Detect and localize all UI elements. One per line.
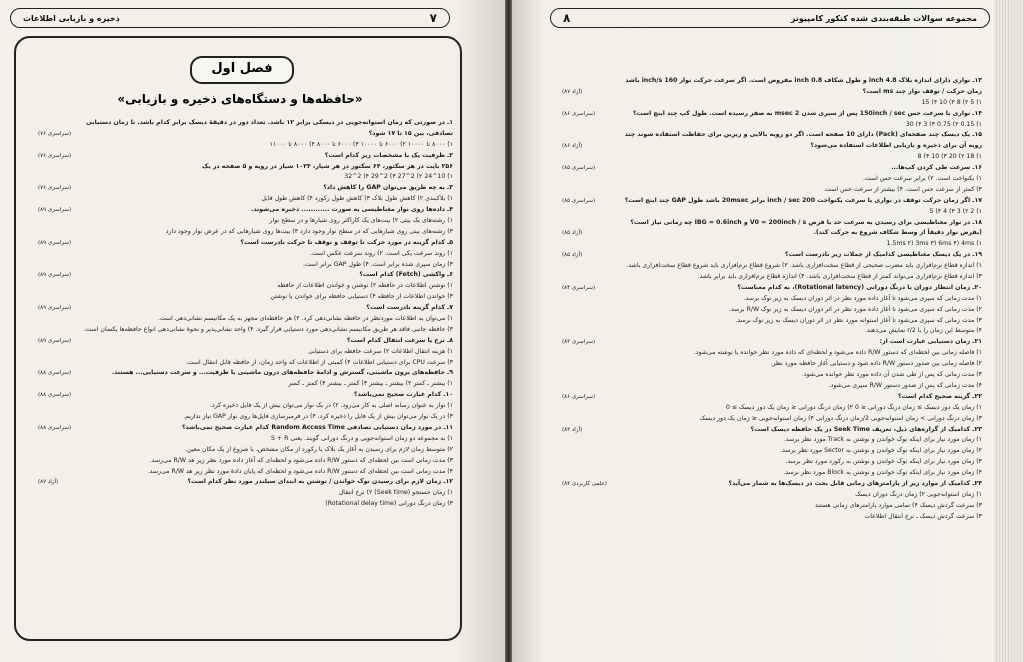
line-text: ۲) مدت زمانی که سپری می‌شود تا آغاز داده مورد نظر در اثر دوران دیسک به زیر نوک R/W برسد. (729, 305, 982, 313)
exam-source-tag: (سراسری ۷۶) (38, 130, 72, 137)
line-text: ۳) زمان سپری شده برابر است. ۴) طول GAP برابر است. (302, 260, 453, 268)
line-text: ۳) مدت زمانی که پس از طی شدن آن داده مورد نظر خوانده می‌شود. (801, 371, 982, 379)
line-text: ۱) 2 ۲) 3 ۳) 4 ۴) 5 (929, 207, 982, 215)
question-line (562, 87, 982, 98)
question-line (38, 238, 453, 249)
right-page-number: ۸ (563, 11, 571, 25)
exam-source-tag: (سراسری ۸۹) (38, 239, 72, 246)
option-line (562, 239, 982, 250)
line-text: ۱) به مجموعه دو زمان استوانه‌جویی و درنگ دورانی گویند. یعنی S + R (271, 434, 453, 442)
line-text: ۱) نوشتن اطلاعات در حافظه ۲) نوشتن و خواندن اطلاعات از حافظه (277, 282, 453, 290)
option-line (38, 216, 453, 227)
option-line (38, 445, 453, 456)
option-line (562, 414, 982, 425)
left-page-header (10, 8, 450, 28)
option-line (562, 98, 982, 109)
option-line (562, 261, 982, 272)
line-text: ۴) مدت زمانی است بین لحظه‌ای که دستور R/W داده می‌شود و لحظه‌ای که پایان دادهٔ مورد نظر زیر هد R/W می‌رسد. (147, 467, 453, 475)
line-text: ۱) 0.15 ۲) 0.75 ۳) 3 ۴) 30 (905, 120, 982, 128)
option-line (38, 434, 453, 445)
question-line (562, 130, 982, 141)
line-text: ۱) رشته‌های یک بیتی ۲) بیت‌های یک کاراکتر روی شیارها و در سطح نوار (269, 217, 453, 225)
line-text: ۲۴ـ کدامیک از موارد زیر از پارامترهای زمانی قابل بحث در دیسک‌ها به شمار می‌آید؟ (728, 479, 982, 487)
line-text: ۷ـ کدام گزینه نادرست است؟ (366, 304, 453, 312)
option-line (562, 501, 982, 512)
line-text: ۳) سرعت گردش دیسک ۴) تمامی موارد پارامترهای زمانی هستند (814, 501, 982, 509)
chapter-title: فصل اول (190, 56, 294, 84)
line-text: تصادفی، بین ۱۵ تا ۱۷ شود؟ (368, 129, 453, 137)
line-text: ۱۱ـ در مورد زمان دستیابی تصادفی Random Access Time کدام عبارت صحیح نمی‌باشد؟ (181, 423, 453, 431)
option-line (38, 140, 453, 151)
line-text: ۸ـ نرخ یا سرعت انتقال کدام است؟ (346, 336, 453, 344)
question-line (38, 151, 453, 162)
line-text: ۱) یکنواخت است. ۲) برابر سرعت حس است. (862, 175, 982, 183)
exam-source-tag: (سراسری ۸۴) (562, 339, 596, 346)
line-text: ۱۸ـ در نوار مغناطیسی برای رسیدن به سرعت حد با فرض V0 = 200inch / s و IBG = 0.6inch چه زمانی نیاز است؟ (630, 218, 982, 226)
line-text: ۱۰ـ کدام عبارت صحیح نمی‌باشد؟ (353, 391, 453, 399)
line-text: ۱) زمان استوانه‌جویی ۲) زمان درنگ دوران دیسک (855, 490, 982, 498)
exam-source-tag: (آزاد ۸۶) (562, 143, 583, 150)
line-text: ۳) زمان درنگ دورانی > زمان استوانه‌جویی 2/زمان درنگ دورانی ۴) زمان استوانه‌جویی ≤ زمان یک دور دیسک (699, 414, 982, 422)
question-line (38, 162, 453, 173)
question-line (562, 141, 982, 152)
right-page-questions (562, 76, 982, 523)
question-line (38, 183, 453, 194)
option-line (562, 185, 982, 196)
exam-source-tag: (سراسری ۸۸) (38, 370, 72, 377)
option-line (38, 325, 453, 336)
option-line (38, 172, 453, 183)
option-line (38, 412, 453, 423)
option-line (38, 347, 453, 358)
question-line (38, 303, 453, 314)
line-text: ۶ـ واکشی (Fetch) کدام است؟ (359, 271, 453, 279)
line-text: ۲۰ـ زمان انتظار دوران یا درنگ دورانی (Rotational latency)، به کدام معناست؟ (737, 283, 982, 291)
chapter-subtitle: «حافظه‌ها و دستگاه‌های ذخیره و بازیابی» (117, 92, 363, 106)
question-line (38, 390, 453, 401)
exam-source-tag: (سراسری ۸۹) (38, 305, 72, 312)
line-text: ۱۵ـ یک دیسک چند صفحه‌ای (Pack) دارای 10 صفحه است. اگر دو رویه بالایی و زیرین برای حفاظت استفاده شوند چند (624, 131, 982, 139)
option-line (38, 456, 453, 467)
line-text: ۳) مدت زمانی است بین لحظه‌ای که دستور R/W داده می‌شود و لحظه‌ای که آغاز داده مورد نظر زیر هد R/W می‌رسد. (149, 456, 453, 464)
option-line (562, 403, 982, 414)
question-line (562, 196, 982, 207)
option-line (38, 358, 453, 369)
left-page-questions (38, 118, 453, 510)
option-line (562, 381, 982, 392)
option-line (562, 435, 982, 446)
line-text: ۴) مدت زمانی که پس از صدور دستور R/W سپری می‌شود. (828, 381, 982, 389)
line-text: ۱) اندازه قطاع نرم‌افزاری باید مضرب صحیحی از قطاع سخت‌افزاری باشد. ۲) شروع قطاع نرم‌افزاری باید شروع قطاع سخت‌افزاری باشد. (626, 262, 982, 270)
left-page (0, 0, 505, 662)
line-text: ۱) 5 ۲) 8 ۳) 10 ۴) 15 (921, 98, 982, 106)
line-text: ۳) اندازه قطاع نرم‌افزاری می‌تواند کمتر از قطاع سخت‌افزاری باشد. ۴) اندازه قطاع نرم‌افزاری باید برابر باشد. (697, 273, 982, 281)
line-text: ۱) زمان مورد نیاز برای اینکه نوک خواندن و نوشتن به Track مورد نظر برسد. (783, 436, 982, 444)
left-page-number: ۷ (429, 11, 437, 25)
line-text: ۲۵۶ بایت در هر سکتور، ۶۴ سکتور در هر شیار، ۱۰۲۴ شیار در رویه و ۵ صفحه در یک (202, 162, 453, 170)
right-page-header (550, 8, 990, 28)
line-text: رویه آن برای ذخیره و بازیابی اطلاعات استفاده می‌شود؟ (810, 142, 982, 150)
exam-source-tag: (آزاد ۸۷) (562, 88, 583, 95)
line-text: ۱) نوار به عنوان رسانه اصلی به کار می‌رود. ۲) در یک نوار می‌توان بیش از یک فایل ذخیره کرد. (209, 402, 453, 410)
option-line (562, 272, 982, 283)
exam-source-tag: (سراسری ۸۹) (38, 207, 72, 214)
question-line (562, 479, 982, 490)
option-line (38, 281, 453, 292)
option-line (38, 292, 453, 303)
line-text: ۲۳ـ کدامیک از گزاره‌های ذیل، تعریف Seek Time در یک حافظه دیسک است؟ (750, 425, 982, 433)
option-line (38, 227, 453, 238)
line-text: ۱) بیشتر ـ کمتر ۲) بیشتر ـ بیشتر ۳) کمتر ـ بیشتر ۴) کمتر ـ کمتر (288, 380, 453, 388)
line-text: ۳) زمان مورد نیاز برای اینکه نوک خواندن و نوشتن به رکورد مورد نظر برسد. (785, 458, 982, 466)
line-text: ۱) بلاکبندی ۲) کاهش طول بلاک ۳) کاهش طول رکورد ۴) کاهش طول فایل (261, 195, 453, 203)
page-edges (994, 0, 1024, 662)
option-line (38, 260, 453, 271)
option-line (562, 490, 982, 501)
line-text: ۱۶ـ سرعت طی کردن کپ‌ها... (891, 164, 982, 172)
question-line (562, 109, 982, 120)
line-text: ۱) فاصله زمانی بین لحظه‌ای که دستور R/W داده می‌شود و لحظه‌ای که داده مورد نظر خوانده یا نوشته می‌شود. (693, 349, 982, 357)
line-text: ۳) سرعت گردش دیسک ـ نرخ انتقال اطلاعات (864, 512, 982, 520)
line-text: ۱) 1.5ms ۲) 3ms ۳) 6ms ۴) 4ms (886, 240, 982, 248)
line-text: ۳) کمتر از سرعت حس است. ۴) بیشتر از سرعت حس است. (823, 185, 982, 193)
option-line (562, 359, 982, 370)
question-line (38, 205, 453, 216)
option-line (562, 316, 982, 327)
question-line (562, 163, 982, 174)
option-line (562, 370, 982, 381)
option-line (562, 294, 982, 305)
line-text: ۱۹ـ در یک دیسک مغناطیسی کدامیک از جملات زیر نادرست است؟ (784, 251, 982, 259)
line-text: ۱) 10^24 ۲) 2^27 ۳) 2^29 ۴) 2^32 (344, 173, 453, 181)
option-line (562, 348, 982, 359)
left-page-header-title: ذخیره و بازیابی اطلاعات (23, 13, 120, 23)
option-line (38, 499, 453, 510)
question-line (38, 423, 453, 434)
option-line (562, 457, 982, 468)
question-line (38, 270, 453, 281)
line-text: ۳) در یک نوار می‌توان بیش از یک فایل را ذخیره کرد. ۴) در فرمیرسازی فایل‌ها روی نوار GAP نیاز نداریم. (183, 413, 453, 421)
option-line (38, 379, 453, 390)
question-line (562, 228, 982, 239)
line-text: ۱۴ـ نواری با سرعت حس 150inch / sec پس از سپری شدن 2 msec به صفر رسیده است. طول کپ چند اینچ است؟ (632, 109, 982, 117)
line-text: ۴) زمان مورد نیاز برای اینکه نوک خواندن و نوشتن به Block مورد نظر برسد. (783, 469, 982, 477)
right-page-header-title: مجموعه سوالات طبقه‌بندی شده کنکور کامپیوتر (790, 13, 977, 23)
option-line (562, 326, 982, 337)
line-text: ۳ـ به چه طریق می‌توان GAP را کاهش داد؟ (323, 184, 453, 192)
question-line (38, 118, 453, 129)
option-line (38, 401, 453, 412)
option-line (38, 249, 453, 260)
option-line (562, 468, 982, 479)
question-line (562, 392, 982, 403)
exam-source-tag: (سراسری ۷۶) (38, 185, 72, 192)
question-line (562, 218, 982, 229)
question-line (562, 250, 982, 261)
option-line (38, 194, 453, 205)
exam-source-tag: (سراسری ۸۸) (38, 424, 72, 431)
line-text: ۳) مدت زمانی که سپری می‌شود تا آغاز استوانه مورد نظر در اثر دوران دیسک به زیر نوک برسد. (735, 316, 982, 324)
exam-source-tag: (سراسری ۸۴) (562, 284, 596, 291)
question-line (38, 368, 453, 379)
question-line (562, 425, 982, 436)
line-text: ۱) زمان یک دور دیسک ≥ زمان درنگ دورانی ≤ 0 ۲) زمان درنگ دورانی ≤ زمان یک دور دیسک ≥ 0 (725, 403, 982, 411)
line-text: ۳) زمان درنگ دورانی (Rotational delay time) (325, 500, 453, 508)
option-line (38, 488, 453, 499)
line-text: ۲ـ ظرفیت یک با مشخصات زیر کدام است؟ (324, 151, 453, 159)
line-text: ۱) هزینه انتقال اطلاعات ۲) سرعت حافظه برای دستیابی (308, 347, 453, 355)
line-text: ۲۲ـ گزینه صحیح کدام است؟ (898, 392, 982, 400)
line-text: ۱) مدت زمانی که سپری می‌شود تا آغاز داده مورد نظر در اثر دوران دیسک به زیر نوک برسد. (743, 294, 982, 302)
option-line (562, 305, 982, 316)
exam-source-tag: (سراسری ۸۵) (562, 197, 596, 204)
option-line (562, 174, 982, 185)
right-page (512, 0, 1024, 662)
line-text: ۲) فاصله زمانی بین صدور دستور R/W داده شود و دستیابی آغاز حافظه مورد نظر. (770, 360, 982, 368)
line-text: ۳) سرعت CPU برای دستیابی اطلاعات ۴) کمیتی از اطلاعات که واحد زمان، از حافظه قابل انتقال است. (185, 358, 453, 366)
option-line (562, 446, 982, 457)
exam-source-tag: (سراسری ۸۶) (562, 393, 596, 400)
option-line (562, 152, 982, 163)
line-text: ۱) ۸۰۰۰ تا ۱۰۰۰۰ ۲) ۶۰۰۰ تا ۱۰۰۰۰ ۳) ۶۰۰۰ تا ۸۰۰۰ ۴) ۸۰۰۰ تا ۱۱۰۰۰ (269, 140, 453, 148)
line-text: ۹ـ حافظه‌های برون ماشینی، گسترش و ادامهٔ حافظه‌های درون ماشینی با ظرفیت... و سرعت دستیابی... هستند. (111, 369, 453, 377)
option-line (38, 467, 453, 478)
line-text: ۵ـ کدام گزینه در مورد حرکت تا توقف و توقف تا حرکت نادرست است؟ (240, 238, 453, 246)
exam-source-tag: (آزاد ۸۷) (38, 479, 59, 486)
exam-source-tag: (سراسری ۸۵) (562, 165, 596, 172)
option-line (562, 120, 982, 131)
line-text: ۱ـ در صورتی که زمان استوانه‌جویی در دیسکی برابر ۱۲ باشد. تعداد دور در دقیقهٔ دیسک برابر کدام باشد. تا زمان دستیابی (86, 119, 453, 126)
question-line (38, 129, 453, 140)
option-line (562, 207, 982, 218)
exam-source-tag: (سراسری ۸۸) (38, 392, 72, 399)
line-text: ۱) روند سرعت یکی است. ۲) روند سرعت عکس است. (309, 249, 453, 257)
question-line (38, 477, 453, 488)
exam-source-tag: (آزاد ۸۵) (562, 230, 583, 237)
exam-source-tag: (سراسری ۷۶) (38, 152, 72, 159)
line-text: زمان حرکت / توقف نوار چند ms است؟ (862, 87, 982, 95)
line-text: ۱۷ـ اگر زمان حرکت توقف در نواری با سرعت یکنواخت 200 inch / sec برابر 20msec باشد طول GAP چند اینچ است؟ (624, 196, 982, 204)
question-line (562, 76, 982, 87)
book-gutter (505, 0, 512, 662)
exam-source-tag: (سراسری ۸۹) (38, 272, 72, 279)
line-text: ۱) می‌توان به اطلاعات موردنظر در حافظه نشانی‌دهی کرد. ۲) هر حافظه‌ای مجهز به یک مکانیسم نشانی‌دهی است. (157, 315, 453, 323)
line-text: ۴ـ داده‌ها روی نوار مغناطیسی به صورت ............ ذخیره می‌شوند. (251, 206, 453, 214)
line-text: ۲۱ـ زمان دستیابی عبارت است از: (879, 338, 982, 346)
line-text: ۱۳ـ نواری دارای اندازه بلاک 4.8 inch و طول شکاف 0.8 inch مفروض است. اگر سرعت حرکت نوار 160 inch/s باشد (625, 77, 982, 84)
exam-source-tag: (سراسری ۸۶) (562, 110, 596, 117)
exam-source-tag: (سراسری ۸۹) (38, 337, 72, 344)
line-text: ۳) رشته‌های بیتی روی شیارهایی که در سطح نوار وجود دارد ۴) بیت‌ها روی شیارهایی که در عرض نوار وجود دارد (165, 227, 453, 235)
line-text: ۱۲ـ زمان لازم برای رسیدن نوک خواندن / نوشتن به ابتدای سیلندر مورد نظر کدام است؟ (187, 478, 453, 486)
exam-source-tag: (علمی کاربردی ۸۴) (562, 480, 607, 487)
exam-source-tag: (آزاد ۸۵) (562, 252, 583, 259)
option-line (38, 314, 453, 325)
line-text: ۴) متوسط این زمان را با r/2 نمایش می‌دهند. (864, 327, 982, 335)
line-text: ۱) 18 ۲) 20 ۳) 10 ۴) 8 (917, 153, 982, 161)
line-text: ۲) متوسط زمان لازم برای رسیدن به آغاز یک بلاک یا رکورد از مکان مشخص، با شروع از یک مکان معین. (185, 445, 453, 453)
option-line (562, 512, 982, 523)
exam-source-tag: (آزاد ۸۴) (562, 426, 583, 433)
line-text: (بفرض نوار دقیقاً از وسط شکاف شروع به حرکت کند). (813, 229, 982, 237)
line-text: ۳) حافظه جانبی فاقد هر طریق مکانیسم نشانی‌دهی مورد دستیابی قرار گیرد. ۴) واحد نشانی‌پذیر و نحوهٔ نشانی‌دهی انواع حافظه‌ها یکسان است. (83, 325, 453, 333)
question-line (562, 337, 982, 348)
line-text: ۳) خواندن اطلاعات از حافظه ۴) دستیابی حافظه برای خواندن یا نوشتن (270, 293, 453, 301)
question-line (562, 283, 982, 294)
question-line (38, 336, 453, 347)
line-text: ۱) زمان جستجو (Seek time) ۲) نرخ انتقال (338, 489, 453, 497)
line-text: ۲) زمان مورد نیاز برای اینکه نوک خواندن و نوشتن به Sector مورد نظر برسد. (780, 447, 982, 455)
